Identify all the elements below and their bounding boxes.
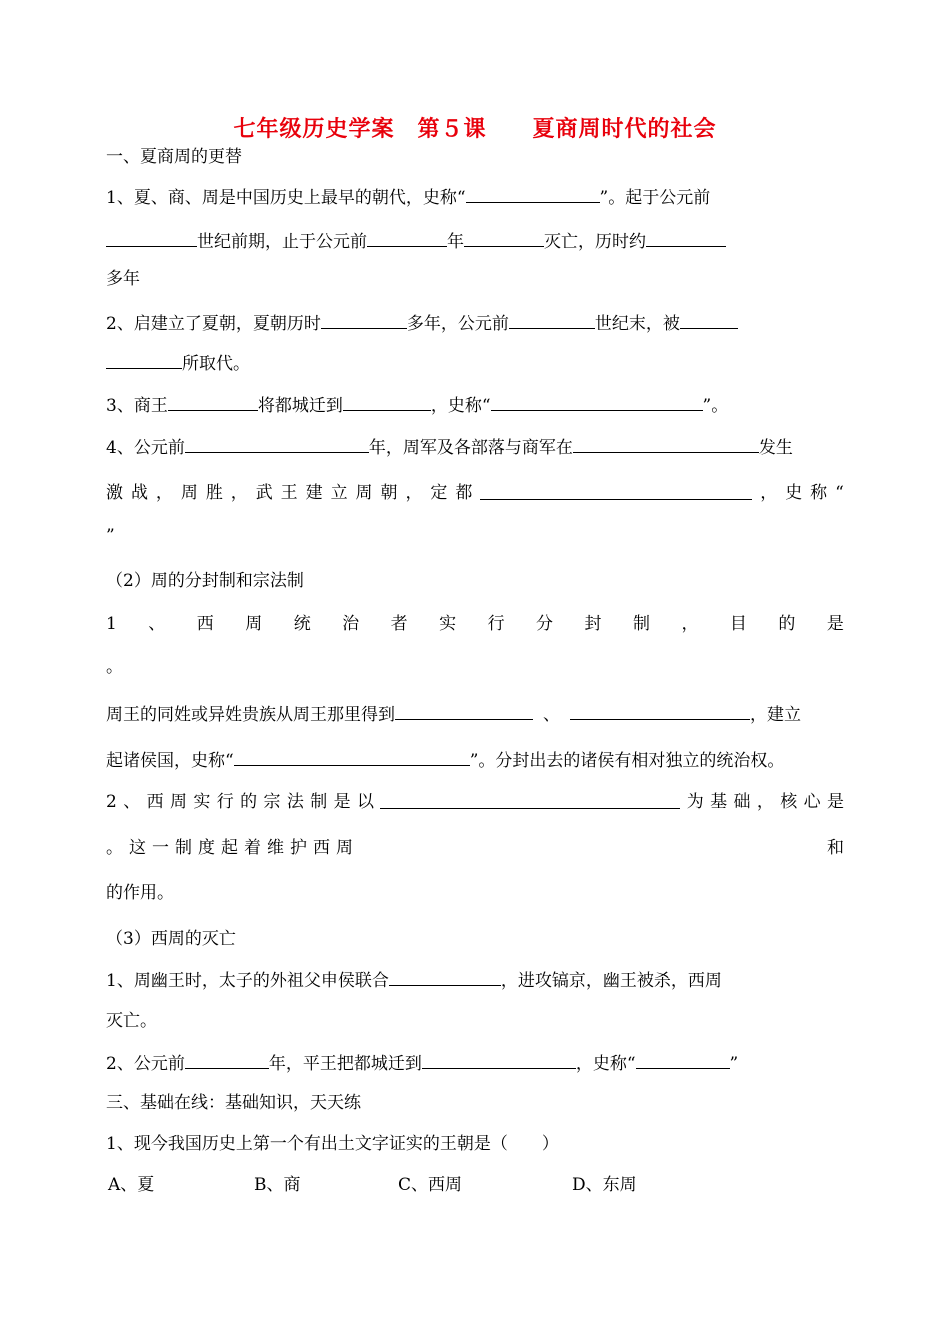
char: 起: [221, 838, 238, 858]
text: 多年: [106, 269, 140, 289]
section-heading-1: 一、夏商周的更替: [106, 147, 242, 167]
text: 4、公元前: [106, 438, 185, 458]
text: 1、夏、商、周是中国历史上最早的朝代，史称“: [106, 188, 466, 208]
char: 封: [584, 614, 602, 634]
char: 史: [785, 483, 803, 503]
char: 目: [729, 614, 747, 634]
blank[interactable]: [185, 435, 369, 453]
char: 是: [826, 792, 844, 812]
char: 、: [123, 792, 141, 812]
text: 周王的同姓或异姓贵族从周王那里得到: [106, 705, 395, 725]
blank[interactable]: [646, 229, 726, 247]
char: ，: [756, 792, 774, 812]
char: 是: [826, 614, 844, 634]
char: ，: [230, 483, 248, 503]
page-title: 七年级历史学案 第５课 夏商周时代的社会: [233, 116, 717, 142]
blank[interactable]: [185, 1051, 269, 1069]
char: ，: [681, 614, 699, 634]
char: 王: [280, 483, 298, 503]
char: 行: [487, 614, 505, 634]
text: 。: [106, 657, 123, 677]
char: 制: [175, 838, 192, 858]
char: 。: [106, 838, 123, 858]
blank[interactable]: [636, 1051, 730, 1069]
blank[interactable]: [395, 702, 533, 720]
s1-q4-line1: [106, 435, 793, 459]
s1-q4-line2: [106, 482, 844, 504]
s1-q2-line1: [106, 311, 738, 335]
blank[interactable]: [464, 229, 544, 247]
char: 实: [439, 614, 457, 634]
char: 护: [290, 838, 307, 858]
blank[interactable]: [367, 229, 447, 247]
text: 世纪前期，止于公元前: [197, 232, 367, 252]
text: ，进攻镐京，幽王被杀，西周: [500, 971, 722, 991]
blank[interactable]: [234, 748, 470, 766]
text: 灭亡，历时约: [544, 232, 646, 252]
char: 周: [180, 483, 198, 503]
blank[interactable]: [106, 229, 197, 247]
section-heading-4: 三、基础在线：基础知识，天天练: [106, 1093, 361, 1113]
text: 年，平王把都城迁到: [268, 1054, 422, 1074]
blank[interactable]: [168, 393, 258, 411]
s1-q2-line2: [106, 351, 250, 375]
blank[interactable]: [422, 1051, 576, 1069]
blank[interactable]: [466, 185, 600, 203]
char: 战: [130, 483, 148, 503]
char: 是: [333, 792, 351, 812]
char: 实: [193, 792, 211, 812]
text: ，史称“: [575, 1054, 636, 1074]
text: 、: [543, 705, 560, 725]
blank[interactable]: [573, 435, 759, 453]
char: 为: [686, 792, 704, 812]
text: ，建立: [750, 705, 801, 725]
blank[interactable]: [480, 482, 752, 500]
blank[interactable]: [509, 311, 595, 329]
char: 的: [240, 792, 258, 812]
option-b[interactable]: B、商: [254, 1175, 301, 1195]
text: 世纪末，被: [594, 314, 680, 334]
s2-q2-line1: [106, 791, 844, 813]
char: 法: [286, 792, 304, 812]
char: 心: [803, 792, 821, 812]
s1-q1-line2: [106, 229, 726, 253]
char: 以: [356, 792, 374, 812]
text: ”。分封出去的诸侯有相对独立的统治权。: [469, 751, 785, 771]
char: 立: [330, 483, 348, 503]
char: 宗: [263, 792, 281, 812]
blank[interactable]: [380, 791, 680, 809]
text: 的作用。: [106, 883, 174, 903]
s3-q2: [106, 1051, 738, 1075]
s2-p2: [106, 748, 784, 772]
section-heading-3: （3）西周的灭亡: [106, 929, 236, 949]
s1-q3: [106, 393, 728, 417]
question-1: 1、现今我国历史上第一个有出土文字证实的王朝是（ ）: [106, 1134, 559, 1154]
text: ，史称“: [430, 396, 491, 416]
char: 础: [733, 792, 751, 812]
text: 将都城迁到: [257, 396, 343, 416]
blank[interactable]: [321, 311, 407, 329]
text: ”。起于公元前: [599, 188, 711, 208]
char: ，: [405, 483, 423, 503]
text: ”: [106, 526, 115, 546]
text: 起诸侯国，史称“: [106, 751, 234, 771]
char: 制: [632, 614, 650, 634]
text: ”: [729, 1054, 739, 1074]
s2-q2-line2: [106, 837, 353, 859]
char: 周: [355, 483, 373, 503]
char: 西: [146, 792, 164, 812]
s2-q1-line1: [106, 613, 844, 635]
char: 基: [710, 792, 728, 812]
section-heading-2: （2）周的分封制和宗法制: [106, 571, 304, 591]
text: 2、公元前: [106, 1054, 185, 1074]
text: 2、启建立了夏朝，夏朝历时: [106, 314, 321, 334]
char: “: [835, 483, 844, 503]
char: 朝: [380, 483, 398, 503]
text: 发生: [758, 438, 793, 458]
char: 一: [152, 838, 169, 858]
text: 多年，公元前: [406, 314, 509, 334]
char: ，: [155, 483, 173, 503]
option-d[interactable]: D、东周: [572, 1175, 637, 1195]
s3-q1-line1: [106, 968, 722, 992]
text: 所取代。: [182, 354, 250, 374]
char: 行: [216, 792, 234, 812]
char: 着: [244, 838, 261, 858]
char: 西: [313, 838, 330, 858]
option-c[interactable]: C、西周: [398, 1175, 463, 1195]
blank[interactable]: [491, 393, 703, 411]
char: 都: [455, 483, 473, 503]
char: 称: [810, 483, 828, 503]
s1-q1-line1: [106, 185, 710, 209]
char: 周: [169, 792, 187, 812]
text: 3、商王: [106, 396, 168, 416]
char: 统: [293, 614, 311, 634]
char: 胜: [205, 483, 223, 503]
char: 周: [336, 838, 353, 858]
blank[interactable]: [680, 311, 738, 329]
text: ”。: [702, 396, 729, 416]
char: 激: [106, 483, 123, 503]
char: 武: [255, 483, 273, 503]
blank[interactable]: [389, 968, 501, 986]
option-a[interactable]: A、夏: [108, 1175, 155, 1195]
text: 年，周军及各部落与商军在: [368, 438, 573, 458]
text: 1、周幽王时，太子的外祖父申侯联合: [106, 971, 389, 991]
blank[interactable]: [570, 702, 750, 720]
char: 分: [536, 614, 554, 634]
char: 2: [106, 792, 117, 812]
char: 西: [196, 614, 214, 634]
char: ，: [760, 483, 778, 503]
char: 的: [778, 614, 796, 634]
char: 建: [305, 483, 323, 503]
char: 、: [148, 614, 166, 634]
s2-p1: [106, 702, 801, 726]
char: 者: [390, 614, 408, 634]
char: 维: [267, 838, 284, 858]
text: 灭亡。: [106, 1011, 157, 1031]
blank[interactable]: [343, 393, 431, 411]
text: 和: [827, 838, 844, 858]
char: 这: [129, 838, 146, 858]
char: 1: [106, 614, 117, 634]
char: 核: [780, 792, 798, 812]
char: 制: [310, 792, 328, 812]
char: 周: [245, 614, 263, 634]
blank[interactable]: [106, 351, 182, 369]
char: 治: [342, 614, 360, 634]
char: 定: [430, 483, 448, 503]
char: 度: [198, 838, 215, 858]
text: 年: [447, 232, 464, 252]
